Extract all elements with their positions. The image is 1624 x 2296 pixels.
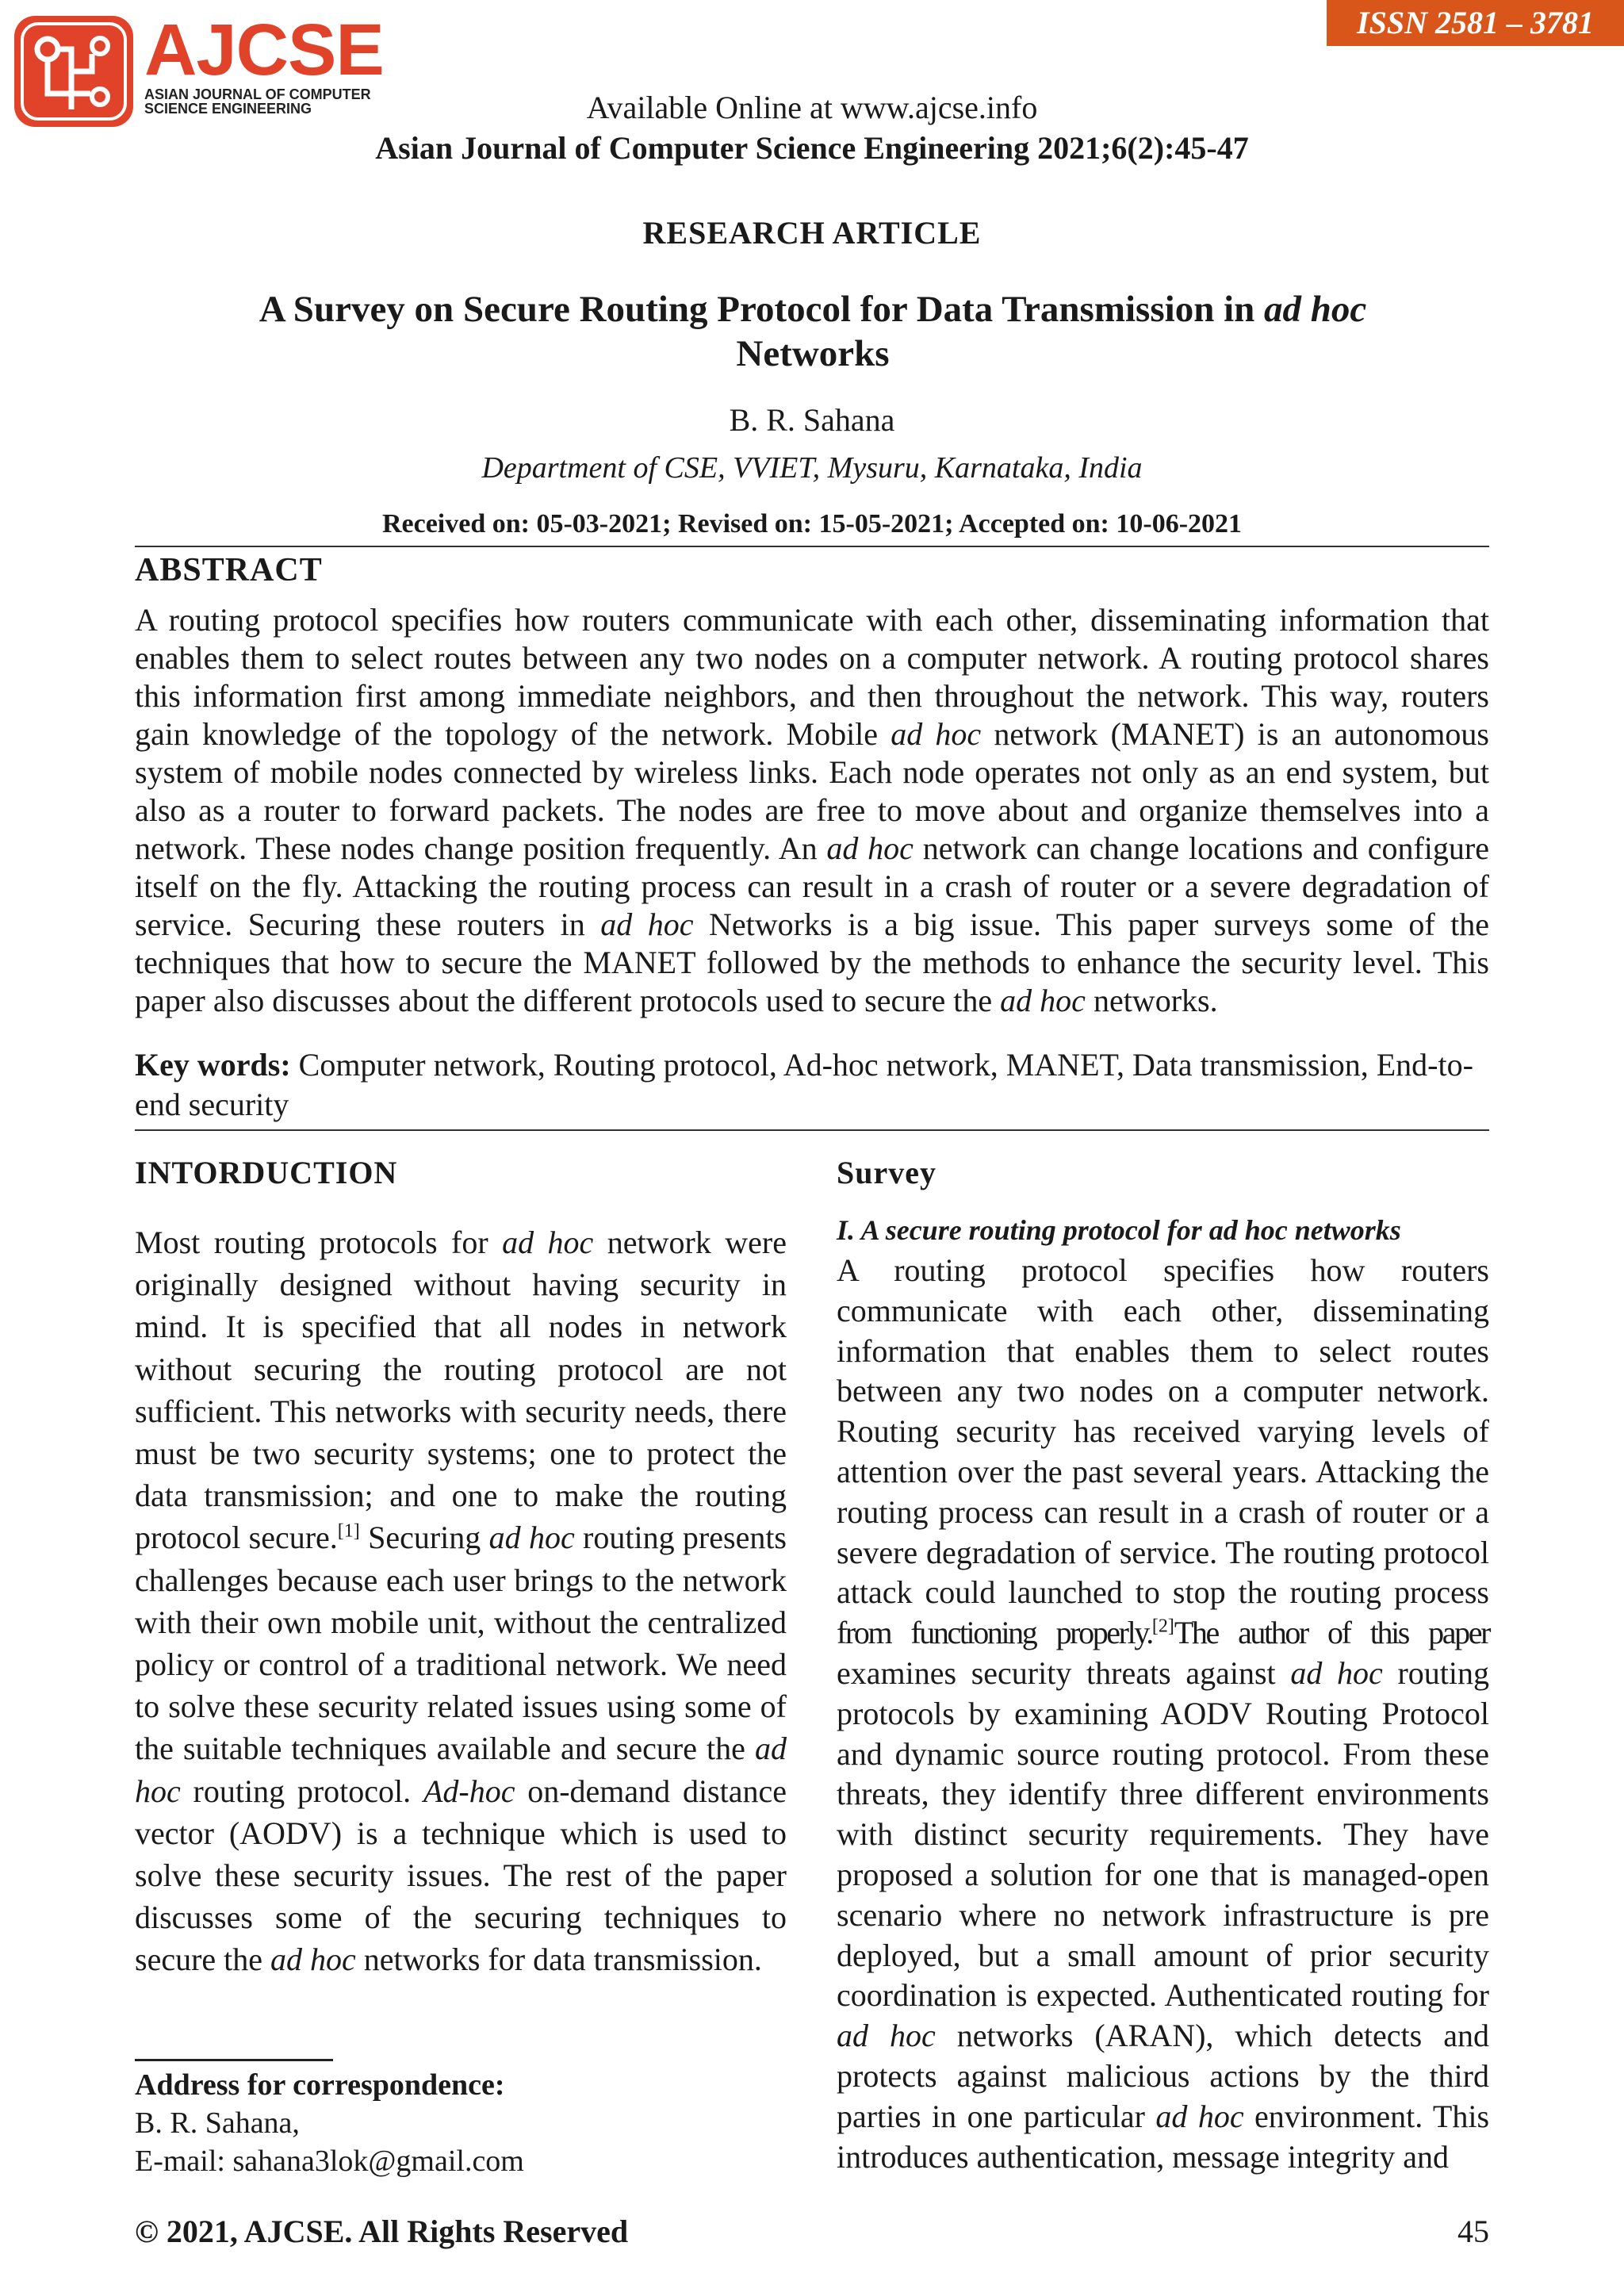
copyright: © 2021, AJCSE. All Rights Reserved bbox=[135, 2214, 629, 2249]
abstract-italic: ad hoc bbox=[891, 716, 982, 752]
intro-italic: ad hoc bbox=[270, 1941, 356, 1978]
abstract-heading: ABSTRACT bbox=[135, 552, 323, 588]
article-title bbox=[206, 287, 1419, 376]
survey-text: environment. This introduces authentication, message integrity and bbox=[837, 2098, 1490, 2175]
logo-name: AJCSE bbox=[144, 10, 384, 90]
survey-text: from functioning properly. bbox=[837, 1615, 1152, 1651]
survey-italic: ad hoc bbox=[1290, 1654, 1383, 1691]
availability-line: Available Online at www.ajcse.info bbox=[586, 90, 1038, 125]
citation-ref[interactable]: [1] bbox=[337, 1521, 360, 1543]
footnote-divider bbox=[135, 2059, 333, 2061]
keywords-label: Key words: bbox=[135, 1047, 291, 1083]
title-italic: ad hoc bbox=[1264, 289, 1367, 330]
correspondence-email[interactable]: E-mail: sahana3lok@gmail.com bbox=[135, 2145, 524, 2178]
correspondence-name: B. R. Sahana, bbox=[135, 2106, 300, 2140]
article-type: RESEARCH ARTICLE bbox=[642, 215, 982, 251]
intro-italic: ad hoc bbox=[135, 1731, 787, 1809]
article-dates: Received on: 05-03-2021; Revised on: 15-05-2021; Accepted on: 10-06-2021 bbox=[381, 509, 1243, 539]
intro-text: Securing bbox=[359, 1520, 489, 1556]
abstract-italic: ad hoc bbox=[1000, 983, 1086, 1018]
intro-text: routing protocol. bbox=[180, 1773, 423, 1809]
divider bbox=[135, 546, 1489, 547]
abstract-italic: ad hoc bbox=[826, 830, 914, 866]
intro-body bbox=[135, 1221, 787, 1981]
intro-italic: ad hoc bbox=[502, 1225, 594, 1260]
left-column bbox=[135, 1154, 787, 1981]
intro-text: network were originally designed without having security in mind. It is specified that all nodes in network without securing the routing protocol are not sufficient. This networks with security needs, there must be two security systems; one to protect the data transmission; and one to make the routing protocol secure. bbox=[135, 1225, 787, 1556]
journal-citation: Asian Journal of Computer Science Engineering 2021;6(2):45-47 bbox=[375, 130, 1249, 166]
survey-text: routing protocols by examining AODV Routing Protocol and dynamic source routing protocol. From these threats, they identify three different environments with distinct security requirements. They have proposed a solution for one that is managed-open scenario where no network infrastructure is pre deployed, but a small amount of prior security coordination is expected. Authenticated routing for bbox=[837, 1654, 1489, 2014]
keywords-text: Computer network, Routing protocol, Ad-hoc network, MANET, Data transmission, End-to-end security bbox=[135, 1047, 1473, 1122]
abstract-text: networks. bbox=[1085, 983, 1218, 1018]
issn-badge: ISSN 2581 – 3781 bbox=[1327, 0, 1624, 46]
survey-body bbox=[837, 1251, 1489, 2177]
title-end: Networks bbox=[736, 333, 890, 374]
author-affiliation: Department of CSE, VVIET, Mysuru, Karnataka, India bbox=[481, 451, 1143, 485]
survey-italic: ad hoc bbox=[1155, 2098, 1244, 2134]
survey-text: A routing protocol specifies how routers communicate with each other, disseminating information that enables them to select routes between any two nodes on a computer network. Routing security has received varying levels of attention over the past several years. Attacking the routing process can result in a crash of router or a severe degradation of service. The routing protocol attack could launched to stop the routing process bbox=[837, 1252, 1489, 1611]
correspondence-block bbox=[135, 2066, 524, 2180]
correspondence-heading: Address for correspondence: bbox=[135, 2068, 505, 2102]
abstract-body bbox=[135, 601, 1489, 1020]
author-name: B. R. Sahana bbox=[729, 402, 895, 438]
abstract-text: network (MANET) is an autonomous system of mobile nodes connected by wireless links. Each node operates not only as an end system, but also as a router to forward packets. The nodes are free to move about and organize themselves into a network. These nodes change position frequently. An bbox=[135, 716, 1489, 866]
intro-italic: ad hoc bbox=[488, 1520, 575, 1556]
survey-text: networks (ARAN), which detects and protects against malicious actions by the third parties in one particular bbox=[837, 2018, 1489, 2134]
intro-text: networks for data transmission. bbox=[355, 1941, 762, 1978]
logo-subtitle-line-1: ASIAN JOURNAL OF COMPUTER bbox=[144, 86, 371, 102]
intro-italic: Ad-hoc bbox=[423, 1773, 515, 1809]
divider bbox=[135, 1129, 1489, 1131]
survey-text: examines security threats against bbox=[837, 1654, 1291, 1691]
title-text: A Survey on Secure Routing Protocol for Data Transmission in bbox=[259, 289, 1265, 330]
intro-text: routing presents challenges because each user brings to the network with their own mobile unit, without the centralized policy or control of a traditional network. We need to solve these security related issues using some of the suitable techniques available and secure the bbox=[135, 1520, 787, 1767]
survey-text: The author of this paper bbox=[1174, 1615, 1489, 1651]
survey-heading: Survey bbox=[837, 1155, 936, 1190]
survey-italic: ad hoc bbox=[837, 2018, 936, 2054]
right-column bbox=[837, 1154, 1489, 2177]
logo-subtitle-line-2: SCIENCE ENGINEERING bbox=[144, 101, 312, 117]
intro-text: Most routing protocols for bbox=[135, 1225, 503, 1260]
intro-heading: INTORDUCTION bbox=[135, 1155, 398, 1190]
page-number: 45 bbox=[1457, 2214, 1489, 2249]
survey-subheading: I. A secure routing protocol for ad hoc networks bbox=[837, 1214, 1401, 1246]
intro-text: on-demand distance vector (AODV) is a technique which is used to solve these security issues. The rest of the paper discusses some of the securing techniques to secure the bbox=[135, 1773, 787, 1978]
abstract-italic: ad hoc bbox=[600, 907, 694, 942]
abstract-text: A routing protocol specifies how routers communicate with each other, disseminating information that enables them to select routes between any two nodes on a computer network. A routing protocol shares this information first among immediate neighbors, and then throughout the network. This way, routers gain knowledge of the topology of the network. Mobile bbox=[135, 602, 1489, 752]
abstract-text: Networks is a big issue. This paper surveys some of the techniques that how to secure the MANET followed by the methods to enhance the security level. This paper also discusses about the different protocols used to secure the bbox=[135, 907, 1489, 1018]
citation-ref[interactable]: [2] bbox=[1151, 1616, 1174, 1637]
abstract-text: network can change locations and configure itself on the fly. Attacking the routing process can result in a crash of router or a severe degradation of service. Securing these routers in bbox=[135, 830, 1489, 942]
keywords bbox=[135, 1045, 1489, 1125]
